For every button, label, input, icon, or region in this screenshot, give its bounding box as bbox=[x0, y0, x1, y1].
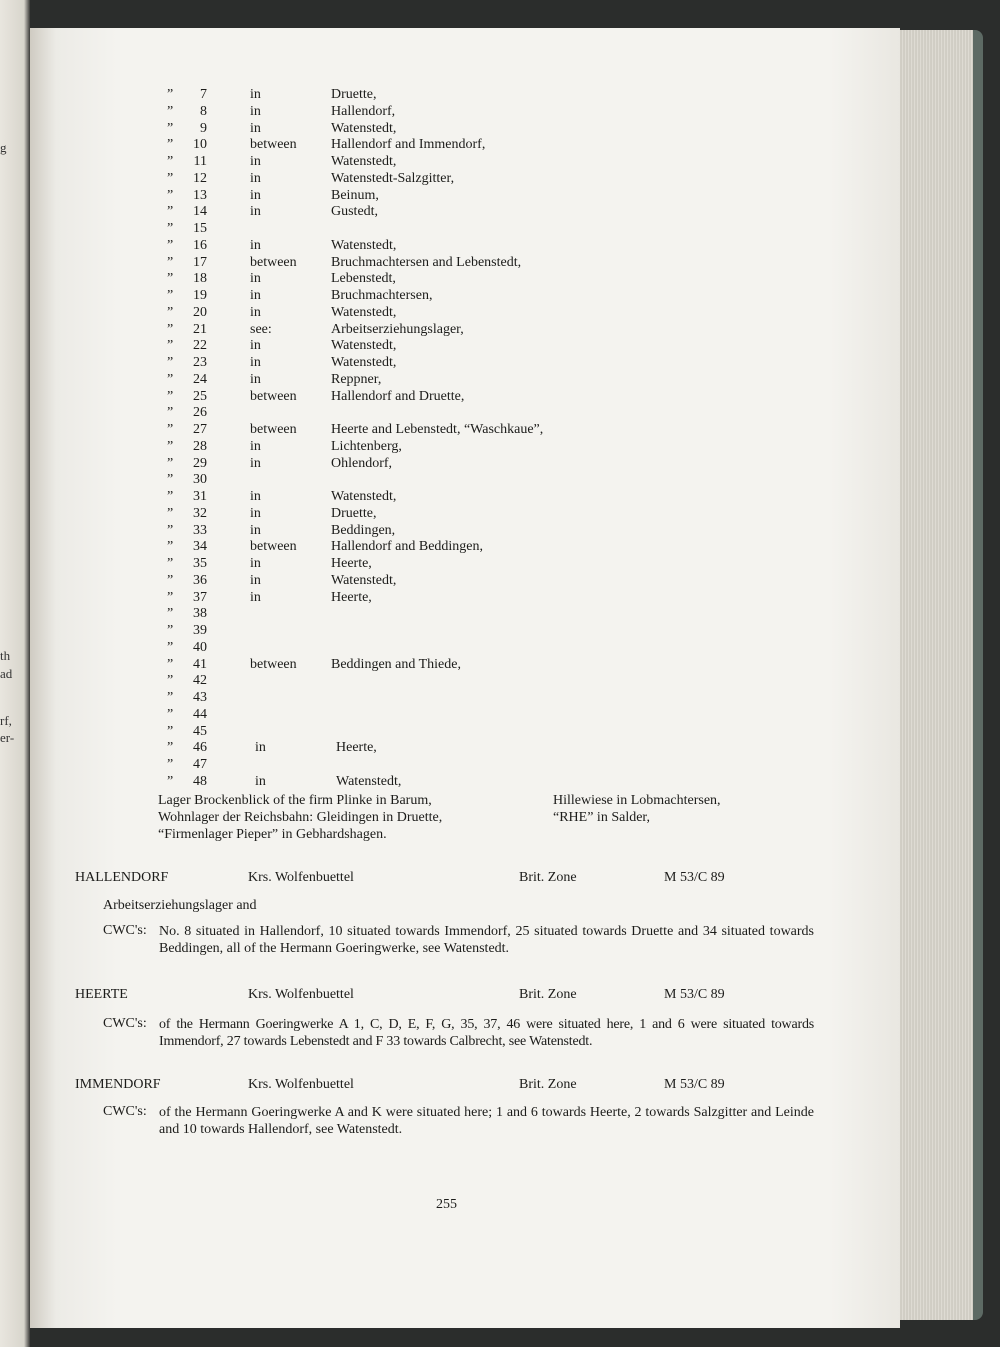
row-number: 41 bbox=[193, 656, 207, 672]
ditto-mark: ” bbox=[167, 589, 174, 605]
row-relation: between bbox=[250, 422, 297, 437]
entry-name: HALLENDORF bbox=[75, 870, 169, 885]
ditto-mark: ” bbox=[167, 438, 174, 454]
row-number: 23 bbox=[193, 355, 207, 370]
row-place: Beddingen, bbox=[331, 522, 396, 538]
ditto-mark: ” bbox=[167, 505, 174, 521]
row-relation: in bbox=[250, 438, 261, 454]
row-place: Bruchmachtersen, bbox=[331, 288, 433, 303]
ditto-mark: ” bbox=[167, 271, 174, 287]
row-relation: in bbox=[250, 170, 261, 186]
entry-text: of the Hermann Goeringwerke A 1, C, D, E, F, G, 35, 37, 46 were situated here, 1 and 6 were situated towards Immendorf, 27 towards Lebenstedt and F 33 towards Calbrecht, see Watenstedt. bbox=[159, 1017, 814, 1049]
left-page-fragment: er- bbox=[0, 730, 15, 745]
row-place: Arbeitserziehungslager, bbox=[331, 321, 464, 337]
ditto-mark: ” bbox=[167, 237, 174, 253]
row-relation: see: bbox=[250, 321, 272, 337]
entry-map: M 53/C 89 bbox=[664, 870, 725, 885]
row-relation: in bbox=[250, 455, 261, 471]
row-relation: in bbox=[250, 237, 261, 253]
ditto-mark: ” bbox=[167, 740, 174, 756]
row-number: 45 bbox=[193, 723, 207, 739]
row-place: Hallendorf, bbox=[331, 103, 396, 119]
row-place: Watenstedt, bbox=[331, 304, 397, 320]
row-place: Watenstedt, bbox=[331, 572, 397, 588]
row-number: 7 bbox=[200, 87, 207, 102]
row-place: Lebenstedt, bbox=[331, 271, 396, 287]
row-number: 30 bbox=[193, 472, 207, 488]
row-place: Gustedt, bbox=[331, 204, 379, 220]
ditto-mark: ” bbox=[167, 338, 174, 354]
row-place: Watenstedt, bbox=[331, 338, 397, 354]
extra-camp-line: “RHE” in Salder, bbox=[553, 810, 651, 825]
extra-camp-line: Hillewiese in Lobmachtersen, bbox=[553, 793, 721, 808]
entry-label: CWC's: bbox=[103, 1104, 147, 1119]
row-relation: in bbox=[250, 271, 261, 287]
entry-name: HEERTE bbox=[75, 987, 128, 1002]
row-number: 8 bbox=[200, 103, 207, 119]
row-number: 26 bbox=[193, 405, 207, 421]
entry-district: Krs. Wolfenbuettel bbox=[248, 870, 354, 885]
ditto-mark: ” bbox=[167, 522, 174, 538]
ditto-mark: ” bbox=[167, 87, 174, 102]
ditto-mark: ” bbox=[167, 154, 174, 169]
row-relation: in bbox=[250, 103, 261, 119]
row-relation: in bbox=[250, 556, 261, 571]
entry-zone: Brit. Zone bbox=[519, 870, 577, 885]
row-place: Beddingen and Thiede, bbox=[331, 656, 461, 672]
row-number: 43 bbox=[193, 690, 207, 705]
ditto-mark: ” bbox=[167, 572, 174, 588]
ditto-mark: ” bbox=[167, 254, 174, 270]
row-number: 31 bbox=[193, 489, 207, 504]
row-relation: between bbox=[250, 388, 297, 404]
row-place: Hallendorf and Immendorf, bbox=[331, 137, 486, 153]
row-number: 19 bbox=[193, 288, 207, 303]
ditto-mark: ” bbox=[167, 656, 174, 672]
row-relation: in bbox=[250, 371, 261, 387]
row-place: Watenstedt, bbox=[331, 120, 397, 136]
row-number: 22 bbox=[193, 338, 207, 354]
row-number: 21 bbox=[193, 321, 207, 337]
row-number: 11 bbox=[193, 154, 207, 169]
row-relation: in bbox=[250, 187, 261, 203]
row-place: Reppner, bbox=[331, 371, 382, 387]
row-relation: in bbox=[250, 87, 261, 102]
row-number: 40 bbox=[193, 639, 207, 655]
row-relation: between bbox=[250, 656, 297, 672]
row-place: Lichtenberg, bbox=[331, 438, 402, 454]
row-number: 33 bbox=[193, 522, 207, 538]
ditto-mark: ” bbox=[167, 757, 174, 772]
left-page-fragment: rf, bbox=[0, 713, 12, 728]
row-number: 46 bbox=[193, 740, 207, 756]
row-number: 37 bbox=[193, 589, 207, 605]
row-number: 20 bbox=[193, 304, 207, 320]
row-number: 9 bbox=[200, 120, 207, 136]
left-page-edge bbox=[0, 0, 30, 1347]
left-page-fragment: g bbox=[0, 140, 7, 155]
extra-camp-line: “Firmenlager Pieper” in Gebhardshagen. bbox=[158, 827, 387, 842]
row-place: Heerte, bbox=[331, 589, 372, 605]
row-relation: between bbox=[250, 137, 297, 153]
row-place: Hallendorf and Beddingen, bbox=[331, 539, 484, 555]
row-number: 38 bbox=[193, 606, 207, 622]
extra-camp-line: Lager Brockenblick of the firm Plinke in Barum, bbox=[158, 793, 432, 808]
ditto-mark: ” bbox=[167, 606, 174, 622]
row-number: 27 bbox=[193, 422, 207, 437]
row-number: 14 bbox=[193, 204, 207, 220]
row-place: Beinum, bbox=[331, 187, 379, 203]
row-relation: in bbox=[250, 489, 261, 504]
ditto-mark: ” bbox=[167, 187, 174, 203]
ditto-mark: ” bbox=[167, 405, 174, 421]
row-relation: between bbox=[250, 539, 297, 555]
row-relation: in bbox=[250, 288, 261, 303]
row-place: Watenstedt, bbox=[331, 237, 397, 253]
ditto-mark: ” bbox=[167, 472, 174, 488]
row-number: 17 bbox=[193, 254, 207, 270]
row-relation: between bbox=[250, 254, 297, 270]
row-place: Heerte, bbox=[336, 740, 377, 756]
ditto-mark: ” bbox=[167, 639, 174, 655]
row-number: 35 bbox=[193, 556, 207, 571]
row-place: Druette, bbox=[331, 87, 377, 102]
row-number: 10 bbox=[193, 137, 207, 153]
row-number: 15 bbox=[193, 221, 207, 236]
ditto-mark: ” bbox=[167, 120, 174, 136]
row-number: 28 bbox=[193, 438, 207, 454]
ditto-mark: ” bbox=[167, 137, 174, 153]
ditto-mark: ” bbox=[167, 723, 174, 739]
row-relation: in bbox=[250, 304, 261, 320]
ditto-mark: ” bbox=[167, 706, 174, 722]
entry-text: of the Hermann Goeringwerke A and K were situated here; 1 and 6 towards Heerte, 2 towards Salzgitter and Leinde and 10 towards Hallendorf, see Watenstedt. bbox=[159, 1105, 814, 1137]
row-place: Heerte and Lebenstedt, “Waschkaue”, bbox=[331, 422, 544, 437]
ditto-mark: ” bbox=[167, 304, 174, 320]
entry-district: Krs. Wolfenbuettel bbox=[248, 1077, 354, 1092]
row-relation: in bbox=[250, 505, 261, 521]
ditto-mark: ” bbox=[167, 204, 174, 220]
page-number: 255 bbox=[436, 1197, 457, 1212]
row-number: 18 bbox=[193, 271, 207, 287]
row-number: 36 bbox=[193, 572, 207, 588]
entry-map: M 53/C 89 bbox=[664, 987, 725, 1002]
row-number: 34 bbox=[193, 539, 207, 555]
ditto-mark: ” bbox=[167, 321, 174, 337]
ditto-mark: ” bbox=[167, 773, 174, 789]
row-relation: in bbox=[255, 740, 266, 756]
row-relation: in bbox=[255, 773, 266, 789]
entry-label: CWC's: bbox=[103, 923, 147, 938]
entry-name: IMMENDORF bbox=[75, 1077, 161, 1092]
row-relation: in bbox=[250, 338, 261, 354]
ditto-mark: ” bbox=[167, 388, 174, 404]
row-relation: in bbox=[250, 589, 261, 605]
ditto-mark: ” bbox=[167, 422, 174, 437]
ditto-mark: ” bbox=[167, 623, 174, 638]
row-number: 42 bbox=[193, 673, 207, 689]
entry-label: CWC's: bbox=[103, 1016, 147, 1031]
row-number: 44 bbox=[193, 706, 207, 722]
row-number: 25 bbox=[193, 388, 207, 404]
row-relation: in bbox=[250, 522, 261, 538]
row-place: Watenstedt, bbox=[336, 773, 402, 789]
row-place: Watenstedt-Salzgitter, bbox=[331, 170, 455, 186]
row-place: Druette, bbox=[331, 505, 377, 521]
entry-district: Krs. Wolfenbuettel bbox=[248, 987, 354, 1002]
row-place: Ohlendorf, bbox=[331, 455, 393, 471]
ditto-mark: ” bbox=[167, 371, 174, 387]
row-number: 48 bbox=[193, 773, 207, 789]
row-number: 39 bbox=[193, 623, 207, 638]
entry-text: No. 8 situated in Hallendorf, 10 situated towards Immendorf, 25 situated towards Druette and 34 situated towards Beddingen, all of the Hermann Goeringwerke, see Watenstedt. bbox=[159, 924, 814, 956]
row-place: Heerte, bbox=[331, 556, 372, 571]
ditto-mark: ” bbox=[167, 170, 174, 186]
row-place: Hallendorf and Druette, bbox=[331, 388, 465, 404]
row-number: 24 bbox=[193, 371, 207, 387]
ditto-mark: ” bbox=[167, 539, 174, 555]
extra-camp-line: Wohnlager der Reichsbahn: Gleidingen in Druette, bbox=[158, 810, 443, 825]
left-page-fragment: ad bbox=[0, 666, 13, 681]
ditto-mark: ” bbox=[167, 355, 174, 370]
entry-zone: Brit. Zone bbox=[519, 1077, 577, 1092]
row-number: 13 bbox=[193, 187, 207, 203]
row-place: Watenstedt, bbox=[331, 355, 397, 370]
ditto-mark: ” bbox=[167, 673, 174, 689]
entry-map: M 53/C 89 bbox=[664, 1077, 725, 1092]
row-relation: in bbox=[250, 355, 261, 370]
book-page-edges bbox=[895, 30, 983, 1320]
row-relation: in bbox=[250, 120, 261, 136]
ditto-mark: ” bbox=[167, 455, 174, 471]
left-page-fragment: th bbox=[0, 648, 11, 663]
row-place: Watenstedt, bbox=[331, 154, 397, 169]
row-place: Watenstedt, bbox=[331, 489, 397, 504]
ditto-mark: ” bbox=[167, 221, 174, 236]
ditto-mark: ” bbox=[167, 489, 174, 504]
ditto-mark: ” bbox=[167, 690, 174, 705]
row-number: 47 bbox=[193, 757, 207, 772]
row-number: 16 bbox=[193, 237, 207, 253]
row-number: 29 bbox=[193, 455, 207, 471]
row-relation: in bbox=[250, 572, 261, 588]
row-number: 32 bbox=[193, 505, 207, 521]
ditto-mark: ” bbox=[167, 288, 174, 303]
row-relation: in bbox=[250, 154, 261, 169]
ditto-mark: ” bbox=[167, 556, 174, 571]
row-number: 12 bbox=[193, 170, 207, 186]
entry-pre: Arbeitserziehungslager and bbox=[103, 898, 257, 913]
ditto-mark: ” bbox=[167, 103, 174, 119]
row-relation: in bbox=[250, 204, 261, 220]
row-place: Bruchmachtersen and Lebenstedt, bbox=[331, 254, 522, 270]
entry-zone: Brit. Zone bbox=[519, 987, 577, 1002]
